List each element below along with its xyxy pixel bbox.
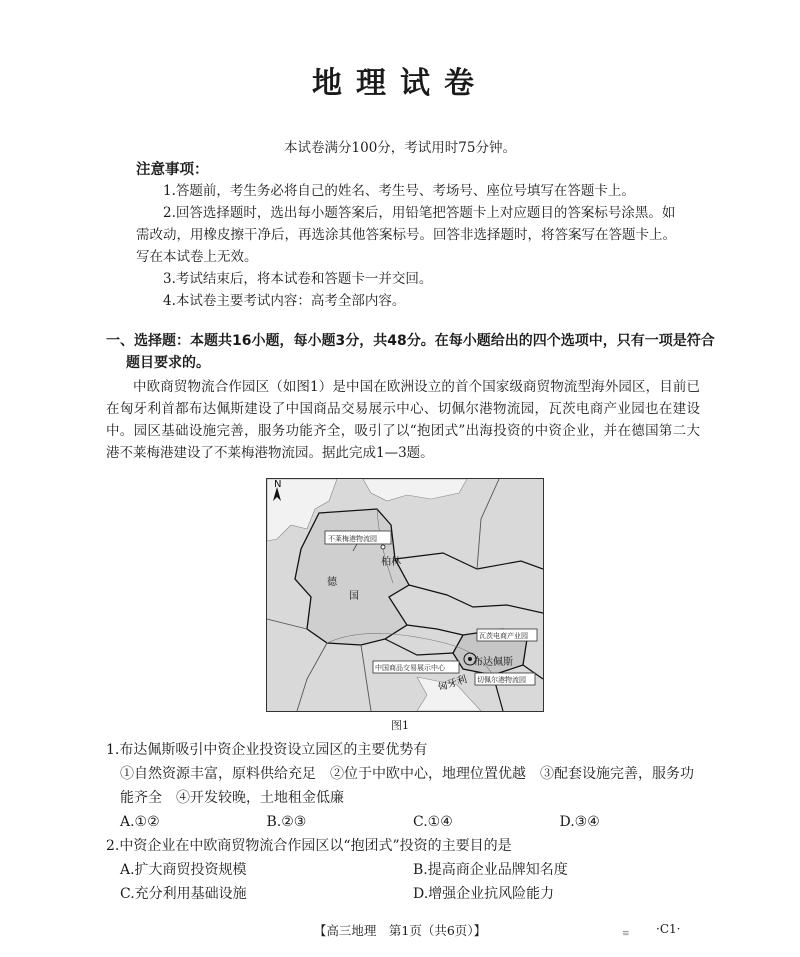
hungary-label: 匈牙利 xyxy=(436,674,469,694)
note-item: 3.考试结束后，将本试卷和答题卡一并交回。 xyxy=(163,271,433,287)
option-d[interactable]: D.增强企业抗风险能力 xyxy=(413,886,555,902)
germany-region xyxy=(295,509,409,645)
berlin-marker xyxy=(381,545,385,549)
budapest-dot xyxy=(468,657,472,661)
option-row xyxy=(106,858,706,882)
question-1 xyxy=(106,738,706,834)
section-heading: 一、选择题：本题共16小题，每小题3分，共48分。在每小题给出的四个选项中，只有一项是符合题目要求的。 xyxy=(106,333,715,371)
question-2 xyxy=(106,834,706,906)
option-c[interactable]: C.①④ xyxy=(413,814,453,830)
reading-passage: 中欧商贸物流合作园区（如图1）是中国在欧洲设立的首个国家级商贸物流型海外园区，目前已在匈牙利首都布达佩斯建设了中国商品交易展示中心、切佩尔港物流园，瓦茨电商产业园也在建设中。园区基础设施完善，服务功能齐全，吸引了以“抱团式”出海投资的中资企业，并在德国第二大港不莱梅港建设了不莱梅港物流园。据此完成1—3题。 xyxy=(106,379,700,461)
option-b[interactable]: B.提高商企业品牌知名度 xyxy=(413,862,568,878)
north-label: N xyxy=(274,479,282,490)
germany-label-2: 国 xyxy=(349,591,359,602)
question-stem: 2.中资企业在中欧商贸物流合作园区以“抱团式”投资的主要目的是 xyxy=(106,838,512,854)
csepel-label: 切佩尔港物流园 xyxy=(477,676,526,684)
option-row xyxy=(106,810,706,834)
map-figure xyxy=(266,478,544,712)
option-b[interactable]: B.②③ xyxy=(266,814,307,830)
option-c[interactable]: C.充分利用基础设施 xyxy=(120,886,247,902)
footer-code: ·C1· xyxy=(656,922,681,936)
option-a[interactable]: A.①② xyxy=(120,814,160,830)
option-row xyxy=(106,882,706,906)
berlin-label: 柏林 xyxy=(381,557,401,568)
note-item: 2.回答选择题时，选出每小题答案后，用铅笔把答题卡上对应题目的答案标号涂黑。如需改动，用橡皮擦干净后，再选涂其他答案标号。回答非选择题时，将答案写在答题卡上。写在本试卷上无效。 xyxy=(136,205,676,265)
map-svg xyxy=(267,479,543,711)
note-item: 1.答题前，考生务必将自己的姓名、考生号、考场号、座位号填写在答题卡上。 xyxy=(163,183,635,199)
option-d[interactable]: D.③④ xyxy=(559,814,600,830)
germany-label-1: 德 xyxy=(327,577,337,588)
note-item: 4.本试卷主要考试内容：高考全部内容。 xyxy=(163,293,406,309)
budapest-label: 布达佩斯 xyxy=(473,657,513,668)
notes-list xyxy=(136,180,681,312)
bremen-label: 不莱梅港物流园 xyxy=(328,535,377,543)
option-a[interactable]: A.扩大商贸投资规模 xyxy=(120,862,247,878)
page-footer: 【高三地理 第1页（共6页）】 xyxy=(313,923,487,938)
exam-info: 本试卷满分100分，考试用时75分钟。 xyxy=(284,140,516,156)
notes-heading: 注意事项： xyxy=(136,162,209,178)
vac-label: 瓦茨电商产业园 xyxy=(479,632,528,640)
question-statements: ①自然资源丰富，原料供给充足 ②位于中欧中心，地理位置优越 ③配套设施完善，服务功能齐全 ④开发较晚，土地租金低廉 xyxy=(120,766,694,806)
map-caption: 图1 xyxy=(391,719,409,732)
expo-label: 中国商品交易展示中心 xyxy=(375,664,445,672)
footer-mark: ≡ xyxy=(622,929,630,939)
question-stem: 1.布达佩斯吸引中资企业投资设立园区的主要优势有 xyxy=(106,742,428,758)
page-title: 地理试卷 xyxy=(312,66,488,101)
